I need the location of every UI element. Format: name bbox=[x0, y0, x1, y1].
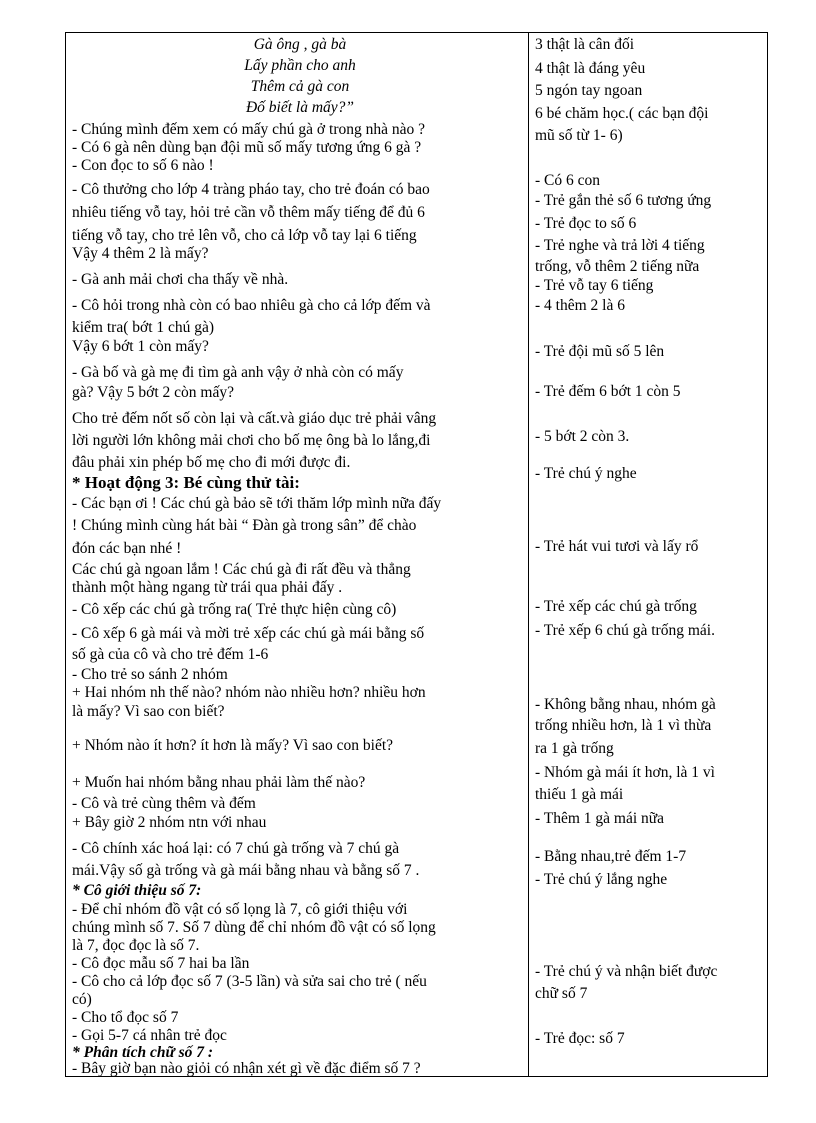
teacher-step: - Cô hỏi trong nhà còn có bao nhiêu gà cho cả lớp đếm và bbox=[72, 297, 431, 314]
teacher-step: - Cô xếp các chú gà trống ra( Trẻ thực hiện cùng cô) bbox=[72, 601, 397, 618]
child-response: thiếu 1 gà mái bbox=[535, 786, 624, 803]
teacher-step: - Cô chính xác hoá lại: có 7 chú gà trống và 7 chú gà bbox=[72, 840, 400, 857]
activity-3-heading: * Hoạt động 3: Bé cùng thử tài: bbox=[72, 473, 300, 492]
teacher-step: - Cho trẻ so sánh 2 nhóm bbox=[72, 666, 228, 683]
poem-line: Thêm cả gà con bbox=[250, 78, 350, 95]
teacher-step: chúng mình số 7. Số 7 dùng để chỉ nhóm đồ vật có số lọng bbox=[72, 919, 436, 936]
teacher-step: Cho trẻ đếm nốt số còn lại và cất.và giáo dục trẻ phải vâng bbox=[72, 410, 437, 427]
child-response: trống, vỗ thêm 2 tiếng nữa bbox=[535, 258, 700, 275]
teacher-step: - Cô và trẻ cùng thêm và đếm bbox=[72, 795, 256, 812]
child-response: chữ số 7 bbox=[535, 985, 588, 1002]
teacher-step: - Cô đọc mẫu số 7 hai ba lần bbox=[72, 955, 250, 972]
teacher-step: có) bbox=[72, 991, 92, 1008]
teacher-step: - Cô xếp 6 gà mái và mời trẻ xếp các chú gà mái bằng số bbox=[72, 625, 425, 642]
child-response: 4 thật là đáng yêu bbox=[535, 60, 646, 77]
child-response: - Trẻ nghe và trả lời 4 tiếng bbox=[535, 237, 705, 254]
child-response: - Trẻ vỗ tay 6 tiếng bbox=[535, 277, 654, 294]
child-response: - Trẻ xếp 6 chú gà trống mái. bbox=[535, 622, 715, 639]
child-response: - Trẻ đọc: số 7 bbox=[535, 1030, 625, 1047]
child-response: - Có 6 con bbox=[535, 172, 601, 189]
child-response: mũ số từ 1- 6) bbox=[535, 127, 623, 144]
poem-line: Đố biết là mấy?” bbox=[245, 99, 355, 116]
child-response: - Trẻ đếm 6 bớt 1 còn 5 bbox=[535, 383, 681, 400]
teacher-step: mái.Vậy số gà trống và gà mái bằng nhau và bằng số 7 . bbox=[72, 862, 420, 879]
teacher-step: kiểm tra( bớt 1 chú gà) bbox=[72, 319, 215, 336]
teacher-step: thành một hàng ngang từ trái qua phải đấy . bbox=[72, 579, 343, 596]
child-response: - Trẻ hát vui tươi và lấy rổ bbox=[535, 538, 699, 555]
teacher-step: - Các bạn ơi ! Các chú gà bảo sẽ tới thăm lớp mình nữa đấy bbox=[72, 495, 442, 512]
teacher-step: - Có 6 gà nên dùng bạn đội mũ số mấy tương ứng 6 gà ? bbox=[72, 139, 422, 156]
child-response: - Trẻ đội mũ số 5 lên bbox=[535, 343, 665, 360]
teacher-step: Các chú gà ngoan lắm ! Các chú gà đi rất đều và thẳng bbox=[72, 561, 411, 578]
child-response: - Trẻ xếp các chú gà trống bbox=[535, 598, 697, 615]
teacher-step: + Muốn hai nhóm bằng nhau phải làm thế nào? bbox=[72, 774, 366, 791]
teacher-step: nhiêu tiếng vỗ tay, hỏi trẻ cần vỗ thêm mấy tiếng để đủ 6 bbox=[72, 204, 425, 221]
teacher-step: Vậy 6 bớt 1 còn mấy? bbox=[72, 338, 209, 355]
teacher-step: Vậy 4 thêm 2 là mấy? bbox=[72, 245, 209, 262]
child-response: - Trẻ chú ý nghe bbox=[535, 465, 637, 482]
poem-line: Lấy phần cho anh bbox=[244, 57, 356, 74]
child-response: - Trẻ đọc to số 6 bbox=[535, 215, 637, 232]
child-response: ra 1 gà trống bbox=[535, 740, 614, 757]
child-response: - 4 thêm 2 là 6 bbox=[535, 297, 625, 314]
child-response: - Nhóm gà mái ít hơn, là 1 vì bbox=[535, 764, 715, 781]
teacher-step: đón các bạn nhé ! bbox=[72, 540, 182, 557]
teacher-step: tiếng vỗ tay, cho trẻ lên vỗ, cho cả lớp vỗ tay lại 6 tiếng bbox=[72, 227, 417, 244]
teacher-step: lời người lớn không mải chơi cho bố mẹ ông bà lo lắng,đi bbox=[72, 432, 431, 449]
child-response: 3 thật là cân đối bbox=[535, 36, 634, 53]
section-heading-number-7: * Cô giới thiệu số 7: bbox=[72, 882, 202, 899]
section-heading-analyze-7: * Phân tích chữ số 7 : bbox=[72, 1044, 214, 1061]
poem-line: Gà ông , gà bà bbox=[253, 36, 347, 53]
teacher-step: + Nhóm nào ít hơn? ít hơn là mấy? Vì sao con biết? bbox=[72, 737, 394, 754]
child-response: - Trẻ gắn thẻ số 6 tương ứng bbox=[535, 192, 712, 209]
child-response: - Trẻ chú ý lắng nghe bbox=[535, 871, 668, 888]
teacher-step: - Bây giờ bạn nào giỏi có nhận xét gì về đặc điểm số 7 ? bbox=[72, 1060, 421, 1077]
teacher-step: ! Chúng mình cùng hát bài “ Đàn gà trong sân” để chào bbox=[72, 517, 417, 534]
teacher-step: - Cô thưởng cho lớp 4 tràng pháo tay, cho trẻ đoán có bao bbox=[72, 181, 430, 198]
child-response: - Bằng nhau,trẻ đếm 1-7 bbox=[535, 848, 687, 865]
teacher-step: - Gọi 5-7 cá nhân trẻ đọc bbox=[72, 1027, 227, 1044]
teacher-step: - Để chỉ nhóm đồ vật có số lọng là 7, cô giới thiệu với bbox=[72, 901, 408, 918]
teacher-step: - Cho tổ đọc số 7 bbox=[72, 1009, 179, 1026]
child-response: 5 ngón tay ngoan bbox=[535, 82, 643, 99]
teacher-step: là mấy? Vì sao con biết? bbox=[72, 703, 225, 720]
child-response: - 5 bớt 2 còn 3. bbox=[535, 428, 630, 445]
teacher-step: là 7, đọc đọc là số 7. bbox=[72, 937, 200, 954]
teacher-step: - Con đọc to số 6 nào ! bbox=[72, 157, 214, 174]
child-response: - Thêm 1 gà mái nữa bbox=[535, 810, 665, 827]
teacher-step: - Cô cho cả lớp đọc số 7 (3-5 lần) và sửa sai cho trẻ ( nếu bbox=[72, 973, 427, 990]
child-response: - Không bằng nhau, nhóm gà bbox=[535, 696, 716, 713]
teacher-step: - Gà bố và gà mẹ đi tìm gà anh vậy ở nhà còn có mấy bbox=[72, 364, 404, 381]
teacher-step: gà? Vậy 5 bớt 2 còn mấy? bbox=[72, 384, 235, 401]
teacher-step: - Chúng mình đếm xem có mấy chú gà ở trong nhà nào ? bbox=[72, 121, 425, 138]
teacher-step: - Gà anh mải chơi cha thấy về nhà. bbox=[72, 271, 289, 288]
teacher-step: số gà của cô và cho trẻ đếm 1-6 bbox=[72, 646, 269, 663]
teacher-step: + Bây giờ 2 nhóm ntn với nhau bbox=[72, 814, 267, 831]
teacher-step: + Hai nhóm nh thế nào? nhóm nào nhiều hơn? nhiều hơn bbox=[72, 684, 426, 701]
child-response: trống nhiều hơn, là 1 vì thừa bbox=[535, 717, 712, 734]
teacher-step: đâu phải xin phép bố mẹ cho đi mới được đi. bbox=[72, 454, 351, 471]
child-response: 6 bé chăm học.( các bạn đội bbox=[535, 105, 709, 122]
child-response: - Trẻ chú ý và nhận biết được bbox=[535, 963, 718, 980]
column-divider bbox=[528, 32, 529, 1077]
